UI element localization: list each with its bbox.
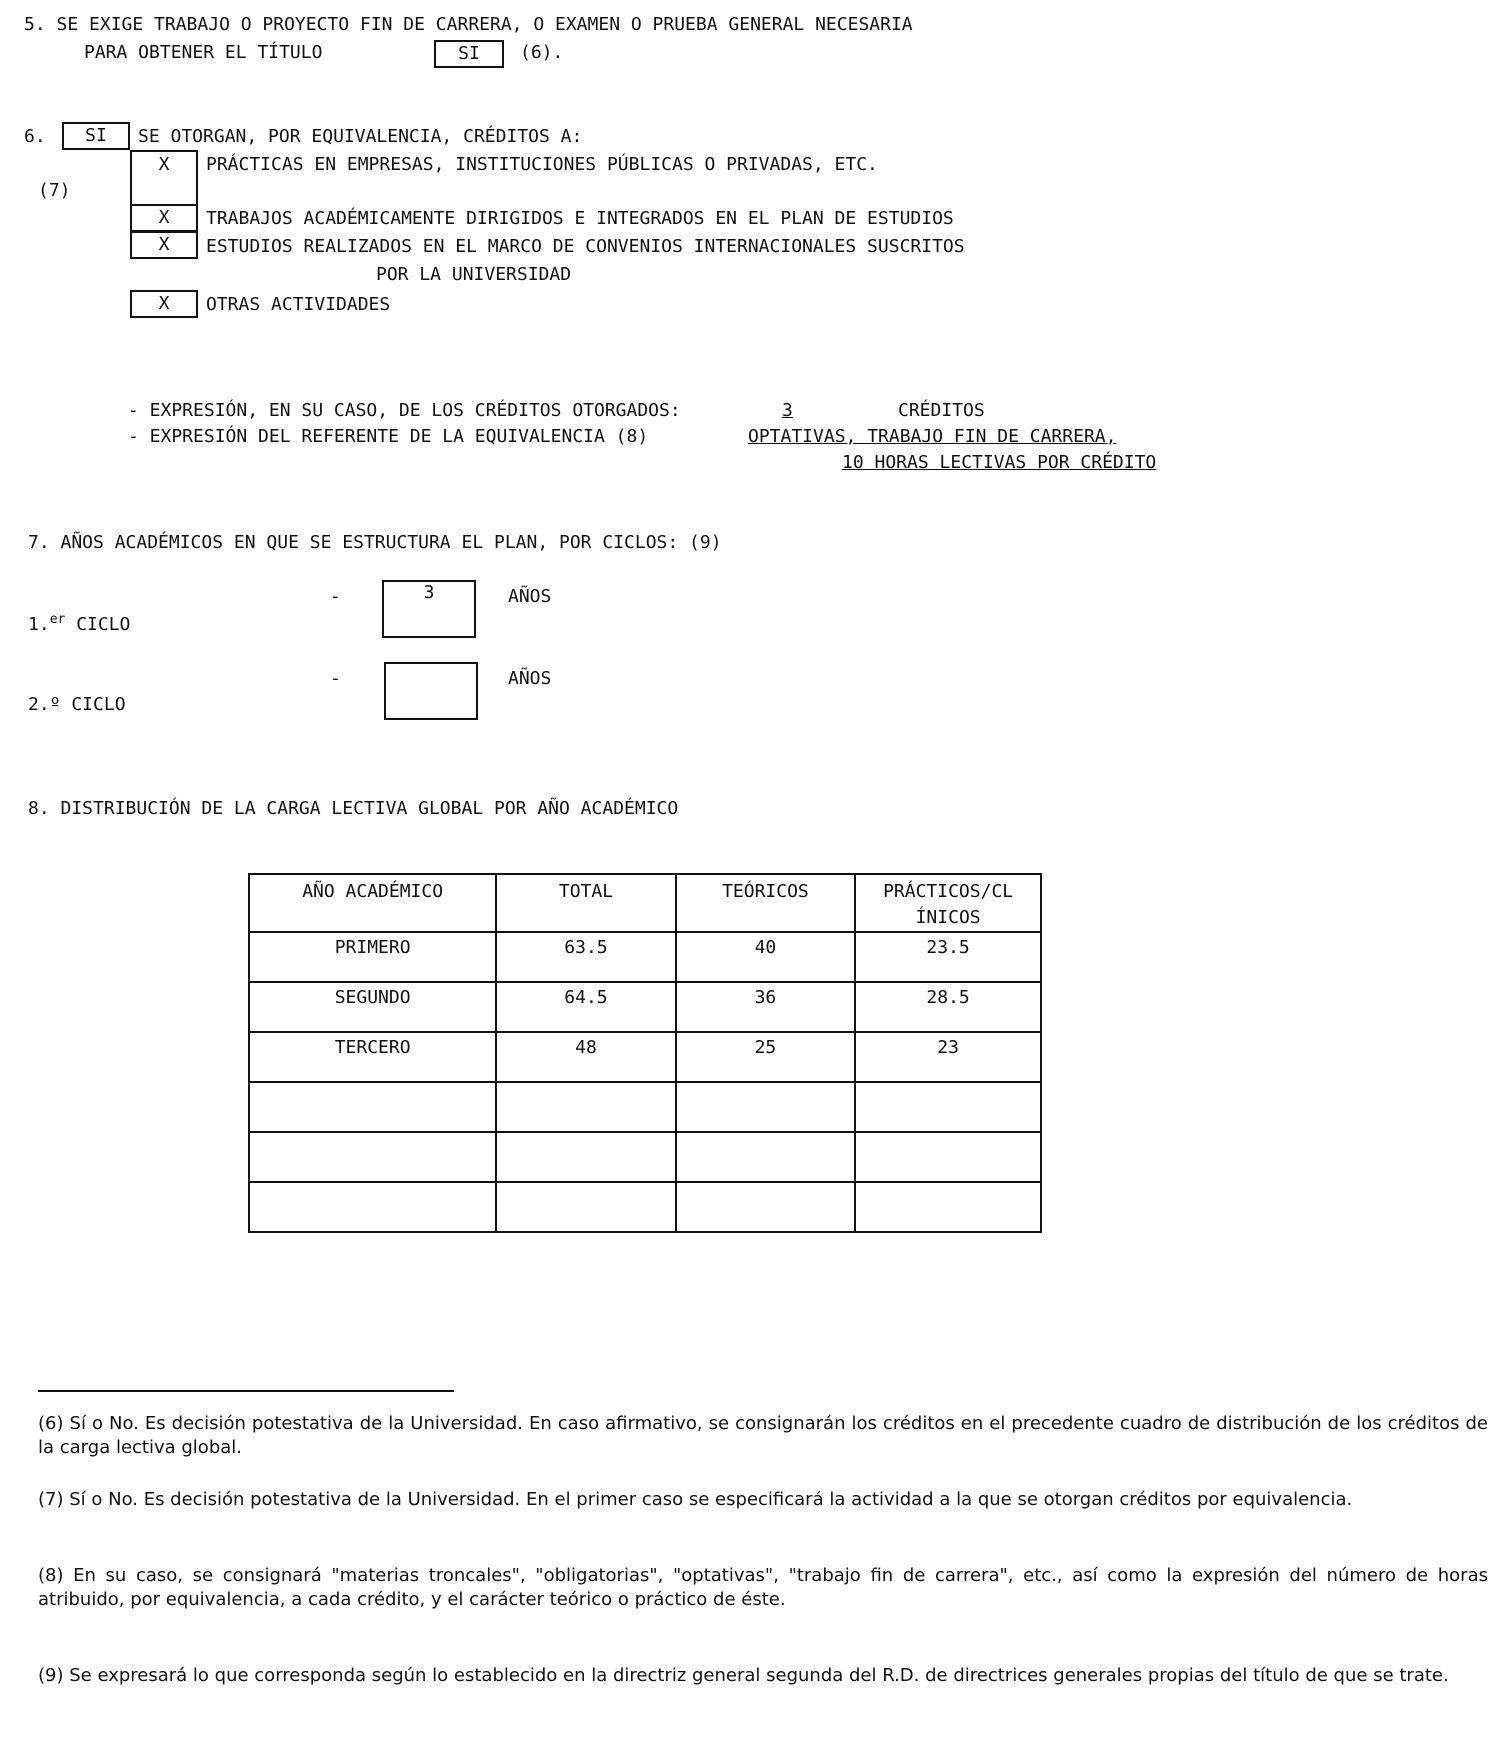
table-cell: PRIMERO — [249, 932, 496, 982]
header-teoricos: TEÓRICOS — [676, 874, 856, 932]
table-header-row — [249, 874, 1041, 932]
table-cell: 25 — [676, 1032, 856, 1082]
expr-referente-label: - EXPRESIÓN DEL REFERENTE DE LA EQUIVALENCIA (8) — [128, 426, 649, 447]
ciclo1-unit: AÑOS — [508, 586, 552, 607]
table-row — [249, 932, 1041, 982]
table-cell — [249, 1132, 496, 1182]
checkbox-practicas: X — [130, 150, 198, 206]
table-cell — [855, 1132, 1041, 1182]
table-cell — [676, 1182, 856, 1232]
table-cell — [496, 1082, 675, 1132]
table-cell — [676, 1132, 856, 1182]
ciclo1-years-box: 3 — [382, 580, 476, 638]
table-cell: 48 — [496, 1032, 675, 1082]
table-cell — [249, 1182, 496, 1232]
expr-creditos-value: 3 — [782, 400, 793, 421]
footnote-8: (8) En su caso, se consignará "materias troncales", "obligatorias", "optativas", "trabajo fin de carrera", etc., así como la expresión del número de horas atribuido, por equivalencia, a cada crédito, y el carácter teórico o práctico de éste. — [38, 1565, 1488, 1610]
item-estudios-cont: POR LA UNIVERSIDAD — [376, 264, 572, 285]
section-5-line2: PARA OBTENER EL TÍTULO — [84, 42, 323, 63]
table-row — [249, 1182, 1041, 1232]
item-practicas-label: PRÁCTICAS EN EMPRESAS, INSTITUCIONES PÚBLICAS O PRIVADAS, ETC. — [206, 154, 878, 175]
section-5-si-box: SI — [434, 40, 504, 68]
footnote-9: (9) Se expresará lo que corresponda según lo establecido en la directriz general segunda del R.D. de directrices generales propias del título de que se trate. — [38, 1665, 1449, 1686]
header-ano: AÑO ACADÉMICO — [249, 874, 496, 932]
table-cell — [855, 1182, 1041, 1232]
expr-referente-value2: 10 HORAS LECTIVAS POR CRÉDITO — [842, 452, 1157, 473]
footnote-6: (6) Sí o No. Es decisión potestativa de la Universidad. En caso afirmativo, se consignarán los créditos en el precedente cuadro de distribución de los créditos de la carga lectiva global. — [38, 1413, 1488, 1458]
item-otras-label: OTRAS ACTIVIDADES — [206, 294, 391, 315]
section-6-ref: (7) — [38, 180, 71, 201]
table-cell: 36 — [676, 982, 856, 1032]
table-row — [249, 1082, 1041, 1132]
ciclo2-dash: - — [330, 668, 341, 689]
header-practicos: PRÁCTICOS/CL ÍNICOS — [855, 874, 1041, 932]
expr-creditos-unit: CRÉDITOS — [898, 400, 985, 421]
ciclo1-dash: - — [330, 586, 341, 607]
table-cell — [855, 1082, 1041, 1132]
expr-creditos-label: - EXPRESIÓN, EN SU CASO, DE LOS CRÉDITOS OTORGADOS: — [128, 400, 681, 421]
table-row — [249, 982, 1041, 1032]
table-cell — [496, 1132, 675, 1182]
table-cell — [496, 1182, 675, 1232]
section-5-line1: 5. SE EXIGE TRABAJO O PROYECTO FIN DE CARRERA, O EXAMEN O PRUEBA GENERAL NECESARIA — [24, 14, 913, 35]
checkbox-estudios: X — [130, 231, 198, 259]
expr-referente-value1: OPTATIVAS, TRABAJO FIN DE CARRERA, — [748, 426, 1117, 447]
table-cell: 23 — [855, 1032, 1041, 1082]
table-cell: 64.5 — [496, 982, 675, 1032]
table-cell: 28.5 — [855, 982, 1041, 1032]
table-cell: 63.5 — [496, 932, 675, 982]
item-trabajos-label: TRABAJOS ACADÉMICAMENTE DIRIGIDOS E INTEGRADOS EN EL PLAN DE ESTUDIOS — [206, 208, 954, 229]
section-8-title: 8. DISTRIBUCIÓN DE LA CARGA LECTIVA GLOBAL POR AÑO ACADÉMICO — [28, 798, 679, 819]
table-row — [249, 1132, 1041, 1182]
footnote-divider — [38, 1390, 454, 1392]
ciclo2-label: 2.º CICLO — [28, 694, 126, 715]
table-cell: 23.5 — [855, 932, 1041, 982]
ciclo2-unit: AÑOS — [508, 668, 552, 689]
table-cell — [676, 1082, 856, 1132]
section-6-si-box: SI — [62, 122, 130, 150]
header-total: TOTAL — [496, 874, 675, 932]
section-7-title: 7. AÑOS ACADÉMICOS EN QUE SE ESTRUCTURA EL PLAN, POR CICLOS: (9) — [28, 532, 722, 553]
table-cell: TERCERO — [249, 1032, 496, 1082]
checkbox-otras: X — [130, 290, 198, 318]
table-cell: 40 — [676, 932, 856, 982]
ciclo2-years-box — [384, 662, 478, 720]
table-cell — [249, 1082, 496, 1132]
ciclo1-label: 1.$^{er}$ CICLO — [28, 612, 131, 635]
footnote-7: (7) Sí o No. Es decisión potestativa de la Universidad. En el primer caso se especificará la actividad a la que se otorgan créditos por equivalencia. — [38, 1489, 1353, 1510]
table-cell: SEGUNDO — [249, 982, 496, 1032]
item-estudios-label: ESTUDIOS REALIZADOS EN EL MARCO DE CONVENIOS INTERNACIONALES SUSCRITOS — [206, 236, 965, 257]
checkbox-trabajos: X — [130, 204, 198, 232]
section-6-number: 6. — [24, 126, 46, 147]
section-5-note: (6). — [520, 42, 564, 63]
carga-lectiva-table — [248, 873, 1042, 1233]
section-6-title: SE OTORGAN, POR EQUIVALENCIA, CRÉDITOS A: — [138, 126, 583, 147]
table-row — [249, 1032, 1041, 1082]
